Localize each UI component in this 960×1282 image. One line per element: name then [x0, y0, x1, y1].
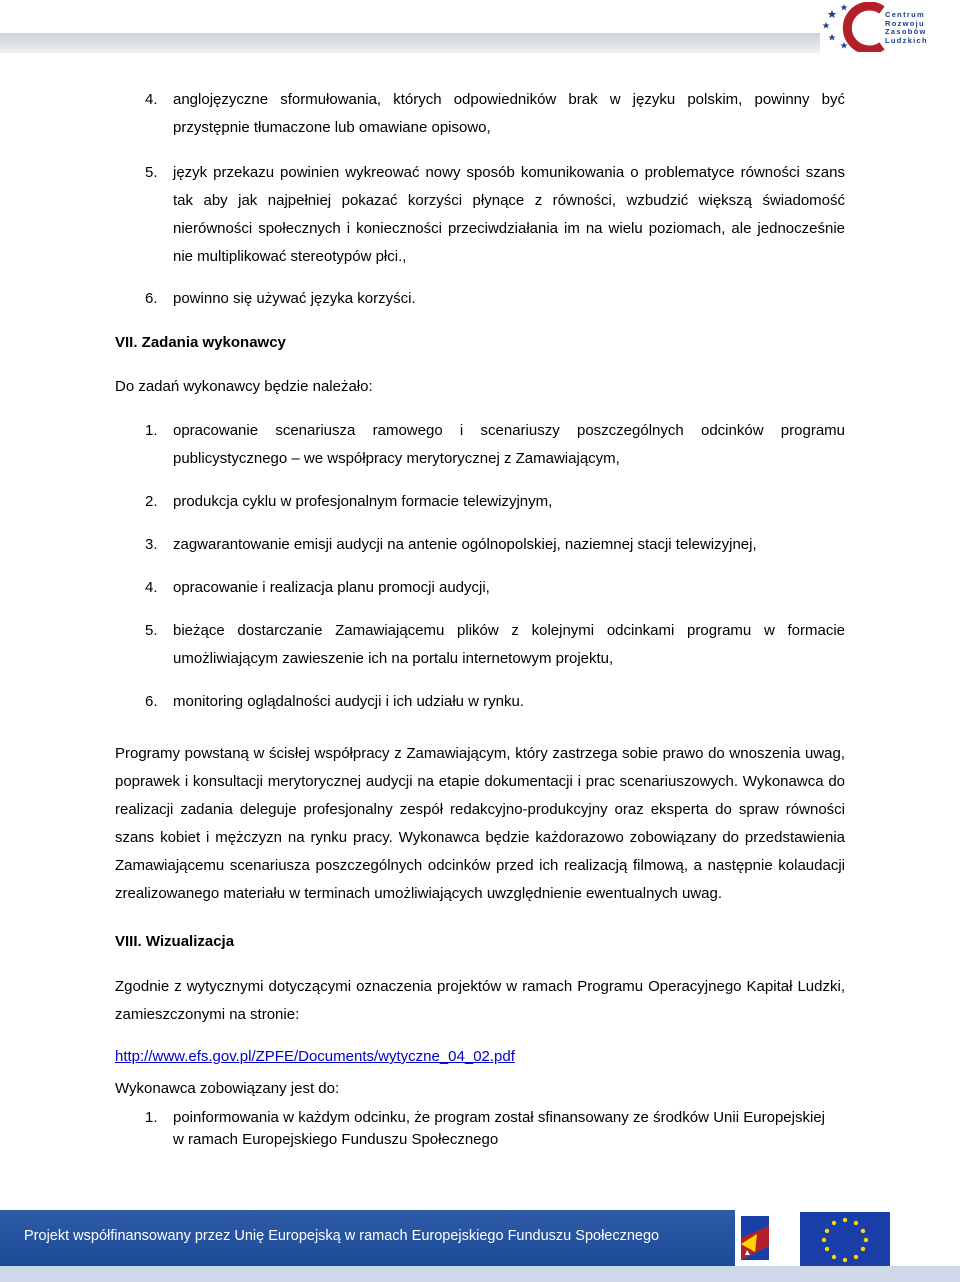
list-item: 4. anglojęzyczne sformułowania, których odpowiedników brak w języku polskim, powinny być przystępnie tłumaczone lub omawiane opisowo,: [145, 91, 845, 136]
list-item: 1. opracowanie scenariusza ramowego i scenariuszy poszczególnych odcinków programu publicystycznego – we współpracy merytorycznej z Zamawiającym,: [145, 422, 845, 467]
section8-paragraph: Zgodnie z wytycznymi dotyczącymi oznaczenia projektów w ramach Programu Operacyjnego Kapitał Ludzki, zamieszczonymi na stronie:: [115, 978, 845, 1023]
document-body: [115, 86, 845, 1151]
list-item: 5. język przekazu powinien wykreować nowy sposób komunikowania o problematyce równości szans tak aby jak najpełniej pokazać korzyści płynące z równości, wzbudzić większą świadomość nierówności społecznych i konieczności przeciwdziałania im na wielu poziomach, ale jednocześnie nie multiplikować stereotypów płci.,: [145, 164, 845, 265]
section7-paragraph: Programy powstaną w ścisłej współpracy z Zamawiającym, który zastrzega sobie prawo do wnoszenia uwag, poprawek i konsultacji merytorycznej audycji na etapie dokumentacji i prac scenariuszowych. Wykonawca do realizacji zadania deleguje profesjonalny zespół redakcyjno-produkcyjny oraz eksperta do spraw równości szans kobiet i mężczyzn na rynku pracy. Wykonawca będzie każdorazowo zobowiązany do przedstawienia Zamawiającemu scenariusza poszczególnych odcinków przed ich realizacją filmową, a następnie kolaudacji zrealizowanego materiału w terminach umożliwiających uwzględnienie ewentualnych uwag.: [115, 745, 845, 902]
section-intro: Do zadań wykonawcy będzie należało:: [115, 378, 373, 395]
guidelines-link-row: [115, 1043, 845, 1071]
list-item: 5. bieżące dostarczanie Zamawiającemu plików z kolejnymi odcinkami programu w formacie umożliwiającym zawieszenie ich na portalu internetowym projektu,: [145, 622, 845, 667]
list-item: 2. produkcja cyklu w profesjonalnym formacie telewizyjnym,: [145, 493, 553, 510]
footer-text: Projekt współfinansowany przez Unię Europejską w ramach Europejskiego Funduszu Społecznego: [24, 1228, 660, 1244]
list-item: 6. powinno się używać języka korzyści.: [145, 290, 416, 307]
footer-bottom-strip: [0, 1266, 960, 1282]
guidelines-link[interactable]: http://www.efs.gov.pl/ZPFE/Documents/wytyczne_04_02.pdf: [115, 1048, 515, 1065]
list-item: 4. opracowanie i realizacja planu promocji audycji,: [145, 579, 490, 596]
header-band: [0, 33, 820, 53]
list-item: 6. monitoring oglądalności audycji i ich udziału w rynku.: [145, 693, 525, 710]
obligation-text: Wykonawca zobowiązany jest do:: [115, 1080, 340, 1097]
eu-flag-icon: [800, 1212, 890, 1268]
human-capital-logo-icon: [735, 1210, 775, 1266]
list-item: 3. zagwarantowanie emisji audycji na antenie ogólnopolskiej, naziemnej stacji telewizyjnej,: [145, 536, 757, 553]
logo-text: Centrum Rozwoju Zasobów Ludzkich: [885, 10, 928, 45]
section-heading-8: VIII. Wizualizacja: [115, 933, 235, 950]
section-heading-7: VII. Zadania wykonawcy: [115, 334, 286, 351]
list-item: 1. poinformowania w każdym odcinku, że program został sfinansowany ze środków Unii Europejskiej w ramach Europejskiego Funduszu Społecznego: [145, 1109, 825, 1148]
